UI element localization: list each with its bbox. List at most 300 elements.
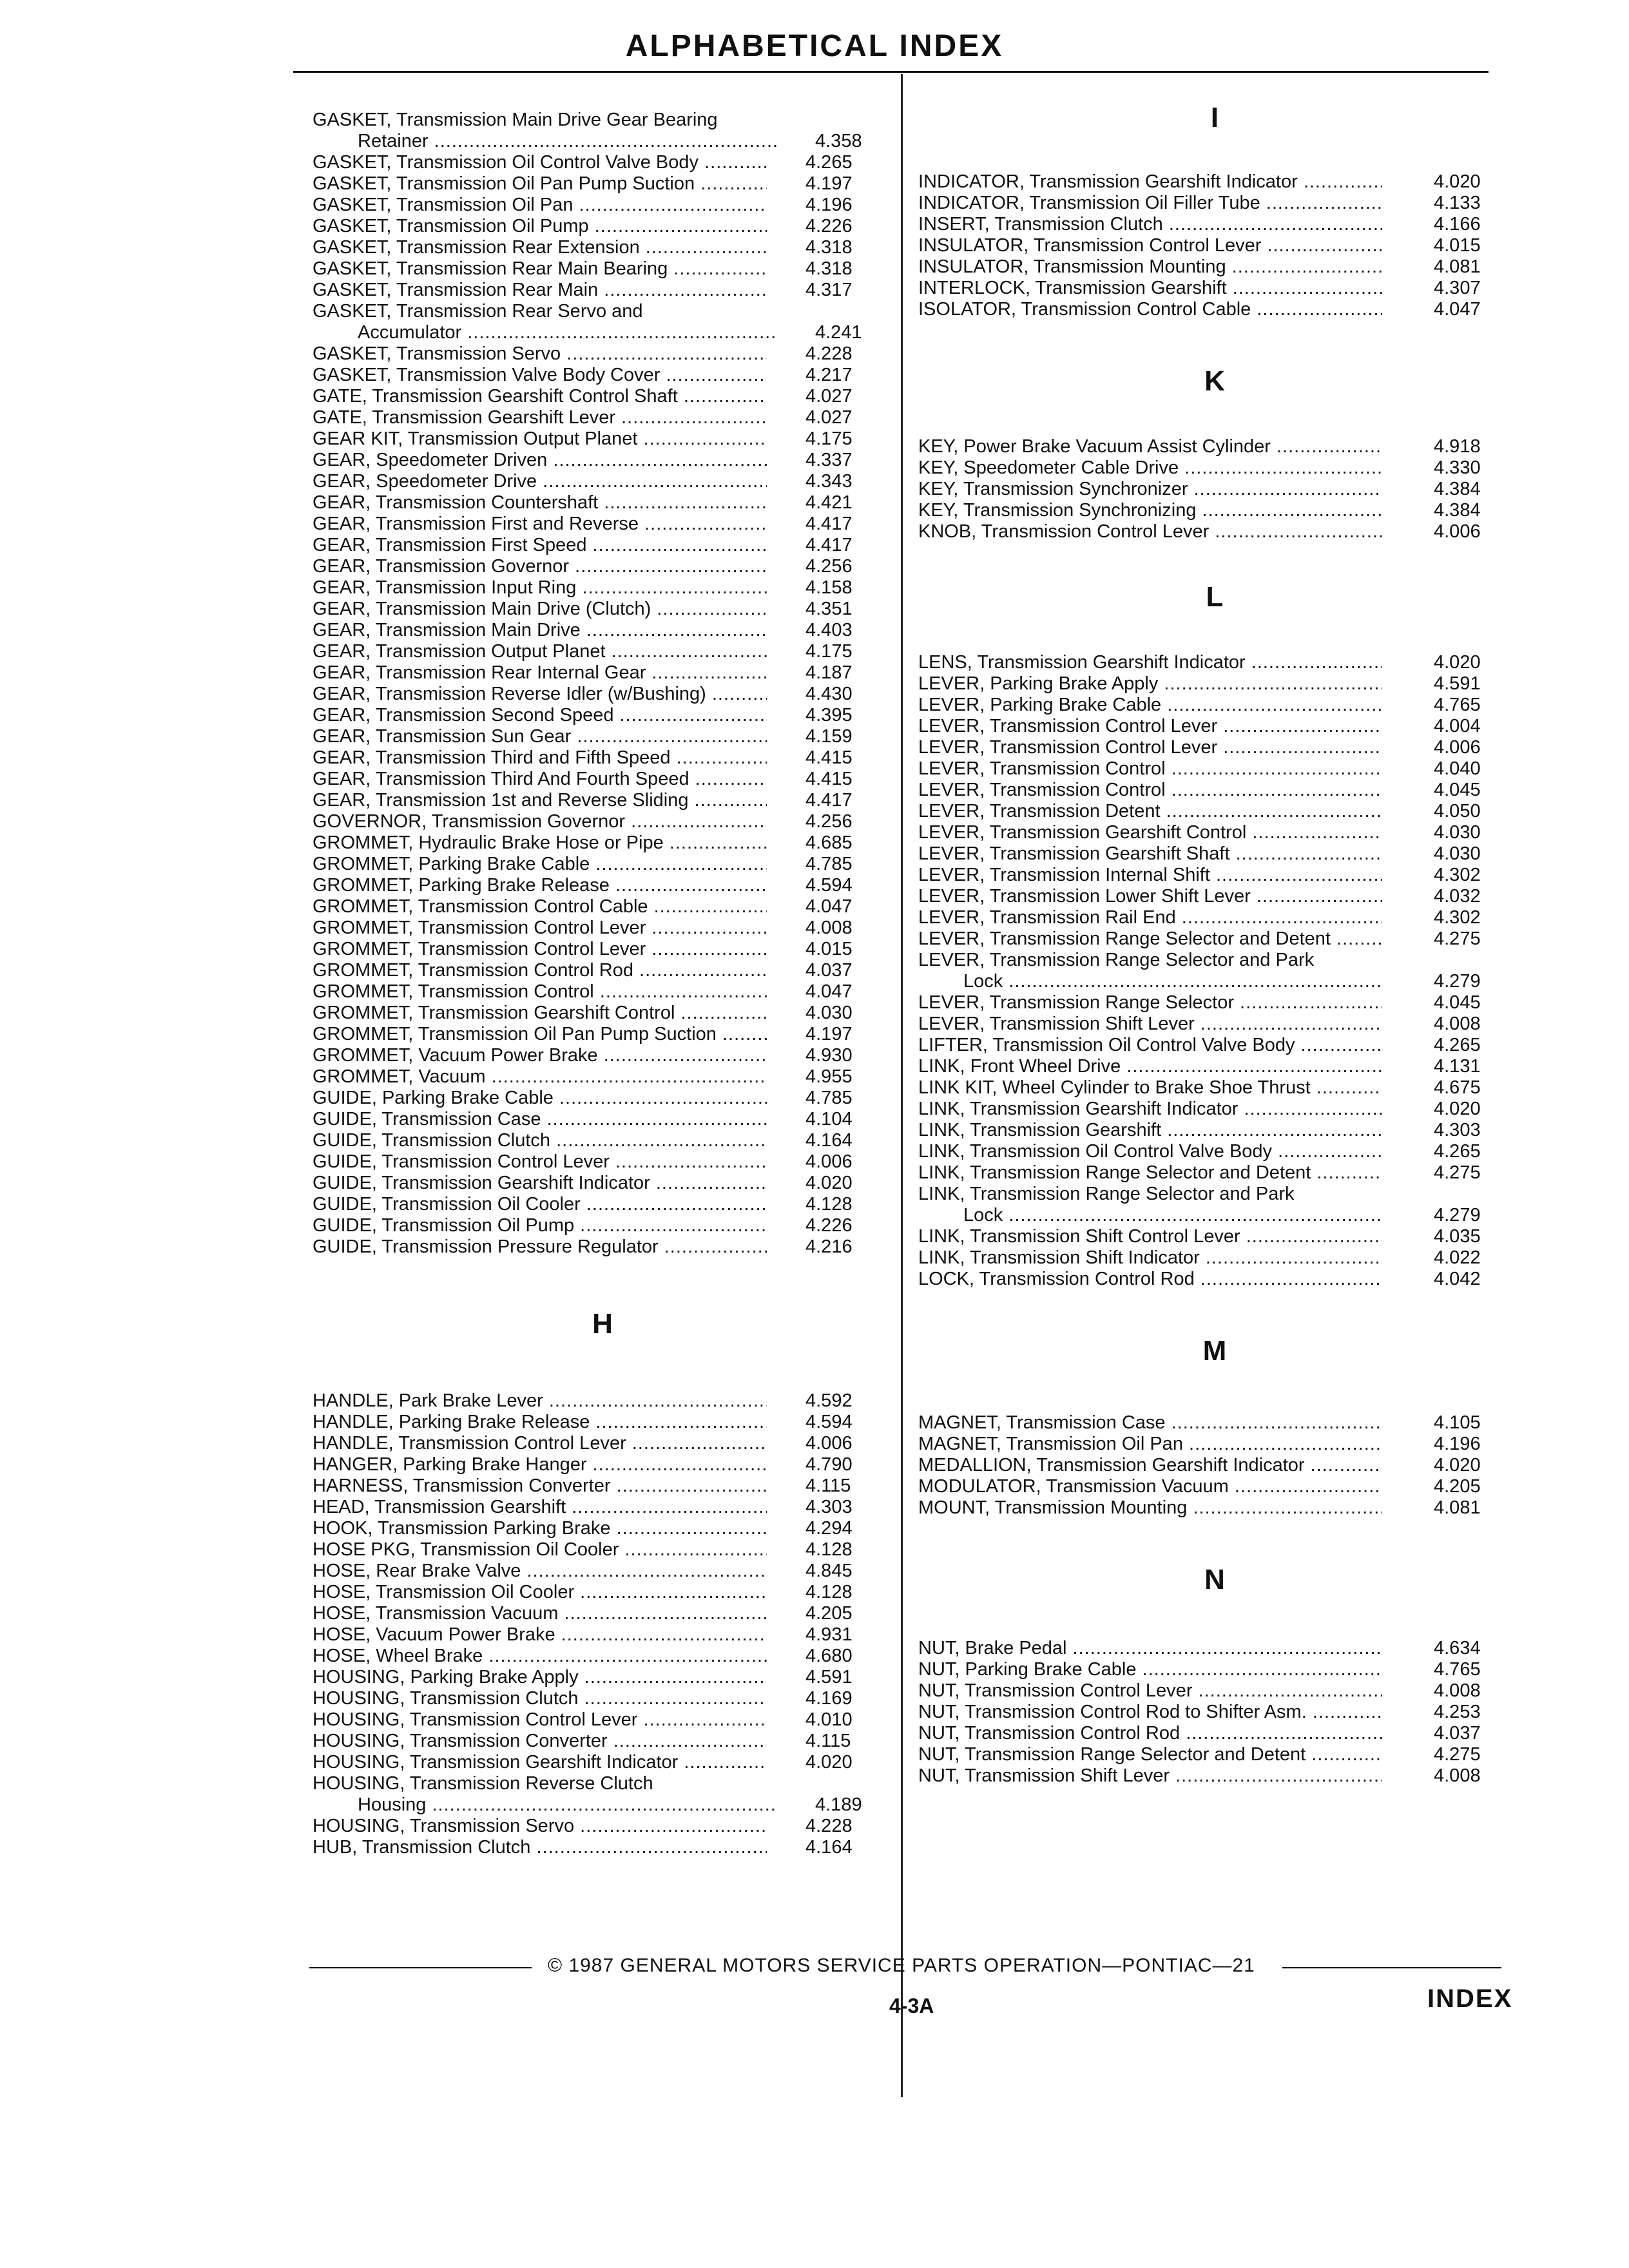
entry-label: GUIDE, Transmission Case ..... bbox=[313, 1109, 767, 1130]
index-entry bbox=[313, 854, 892, 875]
index-entry bbox=[918, 652, 1511, 673]
index-entry bbox=[313, 131, 892, 152]
entry-label-continued: Lock ..... bbox=[918, 1205, 1382, 1226]
index-entry bbox=[918, 479, 1511, 500]
entry-label: LEVER, Transmission Gearshift Shaft ..... bbox=[918, 843, 1382, 865]
entry-page-ref: 4.205 bbox=[805, 1603, 853, 1624]
column-divider bbox=[901, 74, 903, 2097]
index-entry bbox=[918, 992, 1511, 1014]
entry-label: INTERLOCK, Transmission Gearshift ..... bbox=[918, 278, 1382, 299]
entry-page-ref: 4.302 bbox=[1434, 865, 1481, 885]
entry-label: GEAR, Transmission Output Planet ..... bbox=[313, 641, 767, 662]
index-entry bbox=[313, 258, 892, 280]
page-title: ALPHABETICAL INDEX bbox=[625, 29, 1004, 63]
entry-label: KEY, Power Brake Vacuum Assist Cylinder ..... bbox=[918, 436, 1382, 457]
index-entry bbox=[918, 1099, 1511, 1120]
index-entry bbox=[313, 1539, 892, 1561]
entry-page-ref: 4.421 bbox=[805, 492, 853, 513]
index-entry bbox=[918, 457, 1511, 479]
index-entry bbox=[313, 1215, 892, 1236]
index-entry bbox=[918, 1723, 1511, 1744]
h-entries bbox=[313, 1390, 892, 1858]
entry-page-ref: 4.785 bbox=[805, 854, 853, 874]
entry-page-ref: 4.765 bbox=[1434, 695, 1481, 715]
index-entry bbox=[313, 577, 892, 599]
index-entry bbox=[918, 1247, 1511, 1269]
footer-rule-left bbox=[309, 1967, 532, 1968]
entry-page-ref: 4.035 bbox=[1434, 1226, 1481, 1247]
entry-page-ref: 4.037 bbox=[805, 960, 853, 981]
entry-label: GUIDE, Transmission Gearshift Indicator ..... bbox=[313, 1173, 767, 1194]
entry-label: GEAR, Speedometer Drive ..... bbox=[313, 471, 767, 492]
entry-label: GASKET, Transmission Rear Main Bearing ..... bbox=[313, 258, 767, 280]
entry-page-ref: 4.228 bbox=[805, 1816, 853, 1836]
index-entry bbox=[918, 758, 1511, 780]
index-entry bbox=[918, 1035, 1511, 1056]
entry-label: MAGNET, Transmission Case ..... bbox=[918, 1412, 1382, 1434]
entry-page-ref: 4.015 bbox=[1434, 235, 1481, 256]
entry-page-ref: 4.930 bbox=[805, 1045, 853, 1066]
index-entry bbox=[313, 726, 892, 747]
entry-page-ref: 4.785 bbox=[805, 1088, 853, 1108]
entry-page-ref: 4.256 bbox=[805, 556, 853, 577]
entry-label: NUT, Transmission Range Selector and Detent ..... bbox=[918, 1744, 1382, 1765]
entry-page-ref: 4.256 bbox=[805, 811, 853, 832]
entry-page-ref: 4.027 bbox=[805, 407, 853, 428]
index-entry bbox=[918, 278, 1511, 299]
index-entry bbox=[313, 428, 892, 450]
entry-page-ref: 4.047 bbox=[805, 981, 853, 1002]
entry-label: GASKET, Transmission Oil Pump ..... bbox=[313, 216, 767, 237]
entry-label-continued: Retainer ..... bbox=[313, 131, 776, 152]
index-entry bbox=[313, 1752, 892, 1773]
entry-label: INSULATOR, Transmission Mounting ..... bbox=[918, 256, 1382, 278]
index-entry bbox=[918, 299, 1511, 320]
index-entry bbox=[313, 237, 892, 258]
index-entry-heading bbox=[313, 301, 892, 322]
entry-page-ref: 4.105 bbox=[1434, 1412, 1481, 1433]
index-entry bbox=[918, 886, 1511, 907]
entry-label: LEVER, Transmission Control ..... bbox=[918, 780, 1382, 801]
index-entry bbox=[313, 216, 892, 237]
entry-page-ref: 4.675 bbox=[1434, 1077, 1481, 1098]
entry-label: GROMMET, Transmission Control Lever ..... bbox=[313, 939, 767, 960]
index-entry bbox=[313, 790, 892, 811]
g-entries bbox=[313, 110, 892, 1258]
left-column bbox=[313, 110, 892, 1858]
entry-label: LINK, Transmission Gearshift ..... bbox=[918, 1120, 1382, 1141]
index-entry bbox=[313, 173, 892, 195]
index-entry bbox=[313, 832, 892, 854]
entry-page-ref: 4.217 bbox=[805, 365, 853, 385]
index-entry bbox=[918, 865, 1511, 886]
index-entry bbox=[313, 875, 892, 896]
entry-page-ref: 4.417 bbox=[805, 535, 853, 555]
entry-page-ref: 4.343 bbox=[805, 471, 853, 492]
entry-label: INSULATOR, Transmission Control Lever ..... bbox=[918, 235, 1382, 256]
entry-page-ref: 4.403 bbox=[805, 620, 853, 640]
entry-page-ref: 4.081 bbox=[1434, 1497, 1481, 1518]
entry-page-ref: 4.004 bbox=[1434, 716, 1481, 736]
section-label: INDEX bbox=[1427, 1984, 1513, 2013]
n-entries bbox=[918, 1638, 1511, 1787]
entry-page-ref: 4.265 bbox=[1434, 1141, 1481, 1162]
entry-label: GEAR, Transmission Sun Gear ..... bbox=[313, 726, 767, 747]
index-entry bbox=[918, 1455, 1511, 1476]
index-entry bbox=[313, 1433, 892, 1454]
index-entry bbox=[313, 599, 892, 620]
entry-page-ref: 4.430 bbox=[805, 684, 853, 704]
entry-page-ref: 4.081 bbox=[1434, 256, 1481, 277]
index-entry bbox=[918, 1638, 1511, 1659]
index-entry bbox=[918, 780, 1511, 801]
index-entry bbox=[313, 641, 892, 662]
entry-label: LIFTER, Transmission Oil Control Valve Body ..... bbox=[918, 1035, 1382, 1056]
entry-label: HANDLE, Parking Brake Release ..... bbox=[313, 1412, 767, 1433]
index-entry bbox=[918, 1056, 1511, 1077]
entry-label: LEVER, Parking Brake Apply ..... bbox=[918, 673, 1382, 695]
entry-page-ref: 4.384 bbox=[1434, 479, 1481, 499]
index-entry bbox=[918, 1269, 1511, 1290]
index-entry bbox=[313, 1561, 892, 1582]
index-entry-heading bbox=[918, 950, 1511, 971]
entry-page-ref: 4.006 bbox=[805, 1151, 853, 1172]
entry-label: GATE, Transmission Gearshift Lever ..... bbox=[313, 407, 767, 428]
index-entry bbox=[313, 471, 892, 492]
entry-page-ref: 4.158 bbox=[805, 577, 853, 598]
entry-label: KEY, Transmission Synchronizing ..... bbox=[918, 500, 1382, 521]
entry-label: NUT, Transmission Shift Lever ..... bbox=[918, 1765, 1382, 1787]
index-entry bbox=[313, 960, 892, 981]
entry-page-ref: 4.047 bbox=[805, 896, 853, 917]
index-entry bbox=[918, 1077, 1511, 1099]
entry-label: LEVER, Transmission Control Lever ..... bbox=[918, 716, 1382, 737]
entry-label-continued: Accumulator ..... bbox=[313, 322, 776, 343]
entry-label: GUIDE, Transmission Oil Pump ..... bbox=[313, 1215, 767, 1236]
index-entry bbox=[918, 500, 1511, 521]
entry-page-ref: 4.008 bbox=[1434, 1014, 1481, 1034]
entry-page-ref: 4.415 bbox=[805, 747, 853, 768]
entry-label: HANDLE, Transmission Control Lever ..... bbox=[313, 1433, 767, 1454]
entry-page-ref: 4.115 bbox=[805, 1731, 851, 1751]
entry-label: HOUSING, Transmission Converter ..... bbox=[313, 1731, 767, 1752]
page-number: 4-3A bbox=[889, 1994, 934, 2017]
entry-page-ref: 4.008 bbox=[1434, 1680, 1481, 1701]
entry-page-ref: 4.020 bbox=[1434, 652, 1481, 673]
index-entry bbox=[313, 662, 892, 684]
index-entry bbox=[313, 1024, 892, 1045]
index-entry bbox=[313, 1236, 892, 1258]
entry-label: NUT, Parking Brake Cable ..... bbox=[918, 1659, 1382, 1680]
entry-page-ref: 4.197 bbox=[805, 173, 853, 194]
index-entry bbox=[313, 152, 892, 173]
entry-label: GASKET, Transmission Valve Body Cover ..... bbox=[313, 365, 767, 386]
entry-label: GASKET, Transmission Oil Pan ..... bbox=[313, 195, 767, 216]
index-entry bbox=[313, 1688, 892, 1709]
entry-label: HOUSING, Transmission Control Lever ..... bbox=[313, 1709, 767, 1731]
index-entry bbox=[313, 407, 892, 428]
index-entry bbox=[313, 1454, 892, 1475]
index-entry-heading bbox=[313, 110, 892, 131]
entry-page-ref: 4.205 bbox=[1434, 1476, 1481, 1497]
entry-page-ref: 4.006 bbox=[1434, 737, 1481, 758]
entry-label: GASKET, Transmission Main Drive Gear Bearing bbox=[313, 110, 718, 130]
index-entry bbox=[918, 1412, 1511, 1434]
entry-page-ref: 4.022 bbox=[1434, 1247, 1481, 1268]
entry-page-ref: 4.020 bbox=[805, 1173, 853, 1193]
entry-label: GROMMET, Transmission Gearshift Control ..... bbox=[313, 1003, 767, 1024]
index-entry bbox=[918, 1014, 1511, 1035]
index-entry bbox=[313, 981, 892, 1003]
entry-label: HOUSING, Transmission Gearshift Indicator ..... bbox=[313, 1752, 767, 1773]
entry-page-ref: 4.591 bbox=[805, 1667, 853, 1687]
entry-page-ref: 4.415 bbox=[805, 769, 853, 789]
index-entry bbox=[313, 747, 892, 769]
index-entry bbox=[313, 684, 892, 705]
entry-page-ref: 4.417 bbox=[805, 514, 853, 534]
entry-label: NUT, Transmission Control Rod ..... bbox=[918, 1723, 1382, 1744]
entry-label: GROMMET, Transmission Control ..... bbox=[313, 981, 767, 1003]
entry-label: KEY, Transmission Synchronizer ..... bbox=[918, 479, 1382, 500]
entry-page-ref: 4.040 bbox=[1434, 758, 1481, 779]
right-column bbox=[918, 102, 1511, 1787]
entry-page-ref: 4.226 bbox=[805, 1215, 853, 1236]
entry-page-ref: 4.032 bbox=[1434, 886, 1481, 907]
entry-page-ref: 4.226 bbox=[805, 216, 853, 236]
index-entry bbox=[918, 1680, 1511, 1702]
entry-page-ref: 4.166 bbox=[1434, 214, 1481, 235]
entry-label: INSERT, Transmission Clutch ..... bbox=[918, 214, 1382, 235]
entry-page-ref: 4.169 bbox=[805, 1688, 853, 1709]
index-entry bbox=[918, 822, 1511, 843]
entry-label: GEAR, Transmission Input Ring ..... bbox=[313, 577, 767, 599]
index-entry bbox=[918, 1434, 1511, 1455]
entry-page-ref: 4.030 bbox=[1434, 822, 1481, 843]
entry-page-ref: 4.294 bbox=[805, 1518, 853, 1539]
index-entry bbox=[313, 1003, 892, 1024]
index-entry bbox=[918, 1141, 1511, 1162]
index-entry bbox=[313, 1667, 892, 1688]
entry-page-ref: 4.790 bbox=[805, 1454, 853, 1475]
entry-label: GEAR, Transmission Main Drive (Clutch) ..... bbox=[313, 599, 767, 620]
entry-page-ref: 4.104 bbox=[805, 1109, 853, 1129]
entry-label: NUT, Transmission Control Lever ..... bbox=[918, 1680, 1382, 1702]
index-entry bbox=[313, 1130, 892, 1151]
index-entry bbox=[313, 1497, 892, 1518]
index-entry bbox=[313, 556, 892, 577]
entry-label: LEVER, Transmission Gearshift Control ..... bbox=[918, 822, 1382, 843]
entry-page-ref: 4.265 bbox=[805, 152, 853, 173]
entry-label: LEVER, Transmission Range Selector and Park bbox=[918, 950, 1315, 970]
entry-label: GASKET, Transmission Rear Extension ..... bbox=[313, 237, 767, 258]
index-entry bbox=[313, 365, 892, 386]
entry-label: LINK, Transmission Range Selector and Detent ..... bbox=[918, 1162, 1382, 1184]
index-entry bbox=[918, 1120, 1511, 1141]
entry-label-continued: Housing ..... bbox=[313, 1794, 776, 1816]
entry-page-ref: 4.020 bbox=[805, 1752, 853, 1773]
entry-page-ref: 4.128 bbox=[805, 1539, 853, 1560]
entry-page-ref: 4.765 bbox=[1434, 1659, 1481, 1680]
entry-page-ref: 4.318 bbox=[805, 237, 853, 258]
section-letter-k: K bbox=[1204, 365, 1225, 397]
index-entry bbox=[313, 1390, 892, 1412]
index-entry bbox=[313, 1582, 892, 1603]
entry-page-ref: 4.027 bbox=[805, 386, 853, 407]
entry-label: GEAR KIT, Transmission Output Planet ..... bbox=[313, 428, 767, 450]
entry-label: GUIDE, Transmission Oil Cooler ..... bbox=[313, 1194, 767, 1215]
entry-label: HOSE, Transmission Vacuum ..... bbox=[313, 1603, 767, 1624]
index-entry bbox=[313, 1646, 892, 1667]
entry-page-ref: 4.196 bbox=[1434, 1434, 1481, 1454]
entry-label: LOCK, Transmission Control Rod ..... bbox=[918, 1269, 1382, 1290]
index-entry bbox=[918, 521, 1511, 543]
index-entry bbox=[918, 1765, 1511, 1787]
entry-page-ref: 4.164 bbox=[805, 1837, 853, 1858]
entry-label: GEAR, Transmission Third and Fifth Speed ..... bbox=[313, 747, 767, 769]
entry-page-ref: 4.680 bbox=[805, 1646, 853, 1666]
index-entry bbox=[918, 1744, 1511, 1765]
entry-page-ref: 4.594 bbox=[805, 875, 853, 896]
entry-page-ref: 4.187 bbox=[805, 662, 853, 683]
entry-page-ref: 4.006 bbox=[805, 1433, 853, 1454]
entry-label: LEVER, Transmission Rail End ..... bbox=[918, 907, 1382, 928]
entry-page-ref: 4.128 bbox=[805, 1582, 853, 1602]
index-entry bbox=[313, 705, 892, 726]
index-entry bbox=[313, 1088, 892, 1109]
entry-page-ref: 4.045 bbox=[1434, 780, 1481, 800]
index-entry bbox=[918, 928, 1511, 950]
entry-page-ref: 4.037 bbox=[1434, 1723, 1481, 1744]
entry-label: LEVER, Transmission Range Selector ..... bbox=[918, 992, 1382, 1014]
index-entry bbox=[313, 535, 892, 556]
entry-page-ref: 4.050 bbox=[1434, 801, 1481, 822]
entry-page-ref: 4.307 bbox=[1434, 278, 1481, 298]
index-entry bbox=[918, 695, 1511, 716]
entry-page-ref: 4.275 bbox=[1434, 928, 1481, 949]
entry-label: HOSE, Wheel Brake ..... bbox=[313, 1646, 767, 1667]
entry-label: GROMMET, Transmission Oil Pan Pump Suction ..... bbox=[313, 1024, 767, 1045]
entry-label: GEAR, Transmission Reverse Idler (w/Bushing) ..... bbox=[313, 684, 767, 705]
i-entries bbox=[918, 171, 1511, 320]
entry-label: GROMMET, Hydraulic Brake Hose or Pipe ..... bbox=[313, 832, 767, 854]
entry-page-ref: 4.845 bbox=[805, 1561, 853, 1581]
entry-label: LEVER, Transmission Detent ..... bbox=[918, 801, 1382, 822]
entry-label: HEAD, Transmission Gearshift ..... bbox=[313, 1497, 767, 1518]
entry-page-ref: 4.591 bbox=[1434, 673, 1481, 694]
entry-label: GUIDE, Parking Brake Cable ..... bbox=[313, 1088, 767, 1109]
entry-label: GROMMET, Vacuum Power Brake ..... bbox=[313, 1045, 767, 1066]
entry-label: LINK, Transmission Oil Control Valve Body ..... bbox=[918, 1141, 1382, 1162]
entry-page-ref: 4.318 bbox=[805, 258, 853, 279]
section-letter-l: L bbox=[1206, 581, 1224, 613]
index-entry bbox=[313, 620, 892, 641]
entry-label: HOSE, Vacuum Power Brake ..... bbox=[313, 1624, 767, 1646]
entry-page-ref: 4.216 bbox=[805, 1236, 853, 1257]
entry-label: HOSE PKG, Transmission Oil Cooler ..... bbox=[313, 1539, 767, 1561]
index-entry bbox=[313, 1151, 892, 1173]
index-entry bbox=[313, 1412, 892, 1433]
entry-page-ref: 4.303 bbox=[1434, 1120, 1481, 1140]
entry-label: LEVER, Transmission Control Lever ..... bbox=[918, 737, 1382, 758]
entry-page-ref: 4.358 bbox=[815, 131, 862, 151]
entry-page-ref: 4.164 bbox=[805, 1130, 853, 1151]
index-entry bbox=[313, 939, 892, 960]
entry-label: LEVER, Transmission Control ..... bbox=[918, 758, 1382, 780]
index-entry bbox=[313, 322, 892, 343]
entry-label: LINK, Transmission Range Selector and Park bbox=[918, 1184, 1295, 1204]
entry-label: LEVER, Transmission Shift Lever ..... bbox=[918, 1014, 1382, 1035]
entry-label: HOSE, Rear Brake Valve ..... bbox=[313, 1561, 767, 1582]
entry-page-ref: 4.685 bbox=[805, 832, 853, 853]
m-entries bbox=[918, 1412, 1511, 1519]
entry-label: INDICATOR, Transmission Oil Filler Tube ..... bbox=[918, 193, 1382, 214]
entry-label: GEAR, Transmission First and Reverse ..... bbox=[313, 514, 767, 535]
entry-page-ref: 4.317 bbox=[805, 280, 853, 300]
entry-page-ref: 4.275 bbox=[1434, 1162, 1481, 1183]
entry-label: HARNESS, Transmission Converter ..... bbox=[313, 1475, 767, 1497]
entry-label: GROMMET, Transmission Control Lever ..... bbox=[313, 918, 767, 939]
index-entry bbox=[313, 450, 892, 471]
entry-page-ref: 4.189 bbox=[815, 1794, 862, 1815]
entry-label: LINK, Front Wheel Drive ..... bbox=[918, 1056, 1382, 1077]
entry-label: MOUNT, Transmission Mounting ..... bbox=[918, 1497, 1382, 1519]
index-entry bbox=[918, 171, 1511, 193]
entry-page-ref: 4.279 bbox=[1434, 971, 1481, 992]
entry-label: NUT, Brake Pedal ..... bbox=[918, 1638, 1382, 1659]
index-entry bbox=[313, 1173, 892, 1194]
entry-page-ref: 4.175 bbox=[805, 641, 853, 662]
entry-page-ref: 4.330 bbox=[1434, 457, 1481, 478]
entry-label: ISOLATOR, Transmission Control Cable ..... bbox=[918, 299, 1382, 320]
entry-label: GROMMET, Transmission Control Rod ..... bbox=[313, 960, 767, 981]
entry-label: GEAR, Speedometer Driven ..... bbox=[313, 450, 767, 471]
index-entry bbox=[313, 918, 892, 939]
entry-page-ref: 4.918 bbox=[1434, 436, 1481, 457]
index-entry bbox=[313, 386, 892, 407]
entry-label: GATE, Transmission Gearshift Control Shaft ..... bbox=[313, 386, 767, 407]
entry-label: NUT, Transmission Control Rod to Shifter Asm. ..... bbox=[918, 1702, 1382, 1723]
entry-page-ref: 4.931 bbox=[805, 1624, 853, 1645]
index-entry bbox=[918, 1162, 1511, 1184]
index-entry bbox=[918, 193, 1511, 214]
entry-label: GROMMET, Vacuum ..... bbox=[313, 1066, 767, 1088]
index-entry bbox=[918, 737, 1511, 758]
entry-page-ref: 4.196 bbox=[805, 195, 853, 215]
index-entry bbox=[313, 1109, 892, 1130]
index-entry bbox=[918, 1497, 1511, 1519]
entry-label: GUIDE, Transmission Control Lever ..... bbox=[313, 1151, 767, 1173]
section-letter-i: I bbox=[1210, 102, 1219, 133]
entry-page-ref: 4.010 bbox=[805, 1709, 853, 1730]
index-entry bbox=[918, 256, 1511, 278]
index-entry bbox=[313, 1731, 892, 1752]
section-letter-n: N bbox=[1204, 1564, 1225, 1595]
entry-page-ref: 4.265 bbox=[1434, 1035, 1481, 1055]
entry-page-ref: 4.042 bbox=[1434, 1269, 1481, 1289]
entry-page-ref: 4.020 bbox=[1434, 1455, 1481, 1475]
footer-rule-right bbox=[1282, 1967, 1501, 1968]
entry-label: GROMMET, Transmission Control Cable ..... bbox=[313, 896, 767, 918]
entry-page-ref: 4.197 bbox=[805, 1024, 853, 1044]
entry-label: LEVER, Parking Brake Cable ..... bbox=[918, 695, 1382, 716]
entry-label: GASKET, Transmission Rear Servo and bbox=[313, 301, 643, 322]
entry-label: GUIDE, Transmission Clutch ..... bbox=[313, 1130, 767, 1151]
index-entry bbox=[313, 896, 892, 918]
entry-label: GROMMET, Parking Brake Release ..... bbox=[313, 875, 767, 896]
entry-page-ref: 4.030 bbox=[1434, 843, 1481, 864]
entry-label: KEY, Speedometer Cable Drive ..... bbox=[918, 457, 1382, 479]
entry-label: GEAR, Transmission Countershaft ..... bbox=[313, 492, 767, 514]
